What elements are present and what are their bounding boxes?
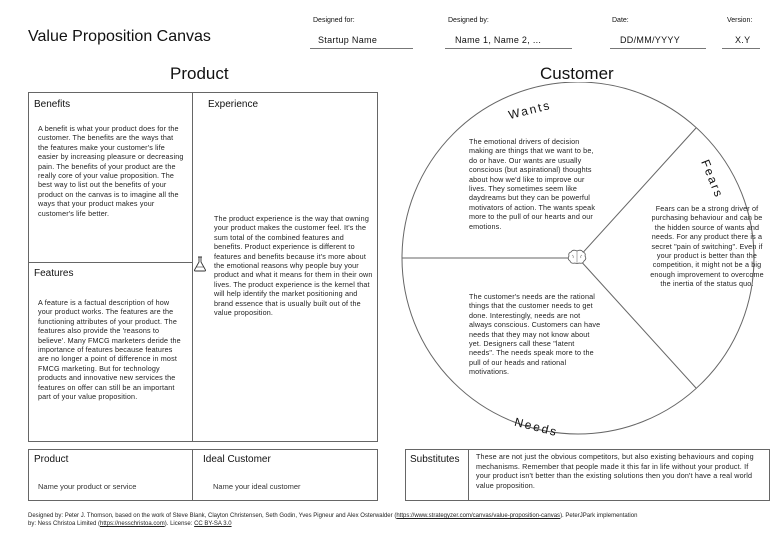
- strategyzer-link[interactable]: https://www.strategyzer.com/canvas/value-proposition-canvas: [396, 513, 561, 519]
- features-text: A feature is a factual description of how your product works. The features are the functioning attributes of your product. The features also provide the 'reasons to believe'. Many FMCG marketers deride the importance of features because features are no longer a point of difference in most FMCG marketing. But for technology products and innovative new services the features on offer can still be an important part of your value proposition.: [38, 298, 181, 402]
- brain-icon: [567, 249, 587, 270]
- footer-credits: Designed by: Peter J. Thomson, based on the work of Steve Blank, Clayton Christensen, Seth Godin, Yves Pigneur and Alex Osterwalder (https://www.strategyzer.com/canvas/value-proposition-canvas). PeterJPark implementation by: Ness Christoa Limited (https://nesschristoa.com). License: CC BY-SA 3.0: [28, 513, 638, 527]
- customer-section-title: Customer: [540, 64, 614, 83]
- substitutes-label: Substitutes: [410, 454, 460, 465]
- substitutes-text: These are not just the obvious competitors, but also existing behaviours and coping mechanisms. Remember that people made it this far in life without your product. If your product isn't better than the existing solutions then you don't have a real world value proposition.: [476, 452, 754, 490]
- product-name-field[interactable]: Name your product or service: [38, 482, 137, 491]
- experience-text: The product experience is the way that owning your product makes the customer feel. It's the sum total of the combined features and benefits. Product experience is different to features and benefits because it's more about the emotional reasons why people buy your product and what it means for them in their own lives. The product experience is the kernel that will help identify the market positioning and brand essence that is usually built out of the value proposition.: [214, 214, 373, 318]
- needs-label: Needs: [512, 414, 560, 440]
- date-field[interactable]: DD/MM/YYYY: [620, 35, 681, 45]
- canvas-title: Value Proposition Canvas: [28, 28, 211, 45]
- version-field[interactable]: X.Y: [735, 35, 751, 45]
- date-label: Date:: [612, 17, 629, 24]
- designed-for-field[interactable]: Startup Name: [318, 35, 378, 45]
- wants-text: The emotional drivers of decision making are things that we want to be, do or have. Our wants are usually conscious (but aspirational) thoughts about how we'd like to improve our lives. They sometimes seem like daydreams but they can be powerful motivators of action. The wants speak more to the pull of our hearts and our emotions.: [469, 137, 596, 231]
- version-label: Version:: [727, 17, 753, 24]
- christoa-link[interactable]: https://nesschristoa.com: [100, 521, 165, 527]
- features-label: Features: [34, 268, 74, 279]
- fears-text: Fears can be a strong driver of purchasing behaviour and can be the hidden source of wants and needs. For any product there is a secret "pain of switching". Even if your product is better than the competition, it might not be a big enough improvement to overcome the inertia of the status quo.: [650, 204, 764, 289]
- benefits-text: A benefit is what your product does for the customer. The benefits are the ways that the features make your customer's life easier by increasing pleasure or decreasing pain. The benefits of your product are the really core of your value proposition. The best way to list out the benefits of your product on the canvas is to imagine all the ways that your product makes your customer's life better.: [38, 124, 184, 218]
- benefits-label: Benefits: [34, 99, 71, 110]
- ideal-customer-label: Ideal Customer: [203, 454, 271, 465]
- flask-icon: [193, 256, 207, 277]
- license-link[interactable]: CC BY-SA 3.0: [194, 521, 232, 527]
- product-section-title: Product: [170, 64, 229, 83]
- wants-label: Wants: [506, 97, 553, 123]
- designed-by-label: Designed by:: [448, 17, 489, 24]
- experience-label: Experience: [208, 99, 259, 110]
- designed-for-label: Designed for:: [313, 17, 355, 24]
- fears-label: Fears: [698, 157, 727, 201]
- designed-by-field[interactable]: Name 1, Name 2, ...: [455, 35, 542, 45]
- ideal-customer-field[interactable]: Name your ideal customer: [213, 482, 301, 491]
- needs-text: The customer's needs are the rational things that the customer needs to get done. Interestingly, needs are not always conscious. Customers can have needs that they may not know about yet. Designers call these "latent needs". The needs speak more to the pull of our heads and rational motivations.: [469, 292, 601, 377]
- bottom-product-label: Product: [34, 454, 69, 465]
